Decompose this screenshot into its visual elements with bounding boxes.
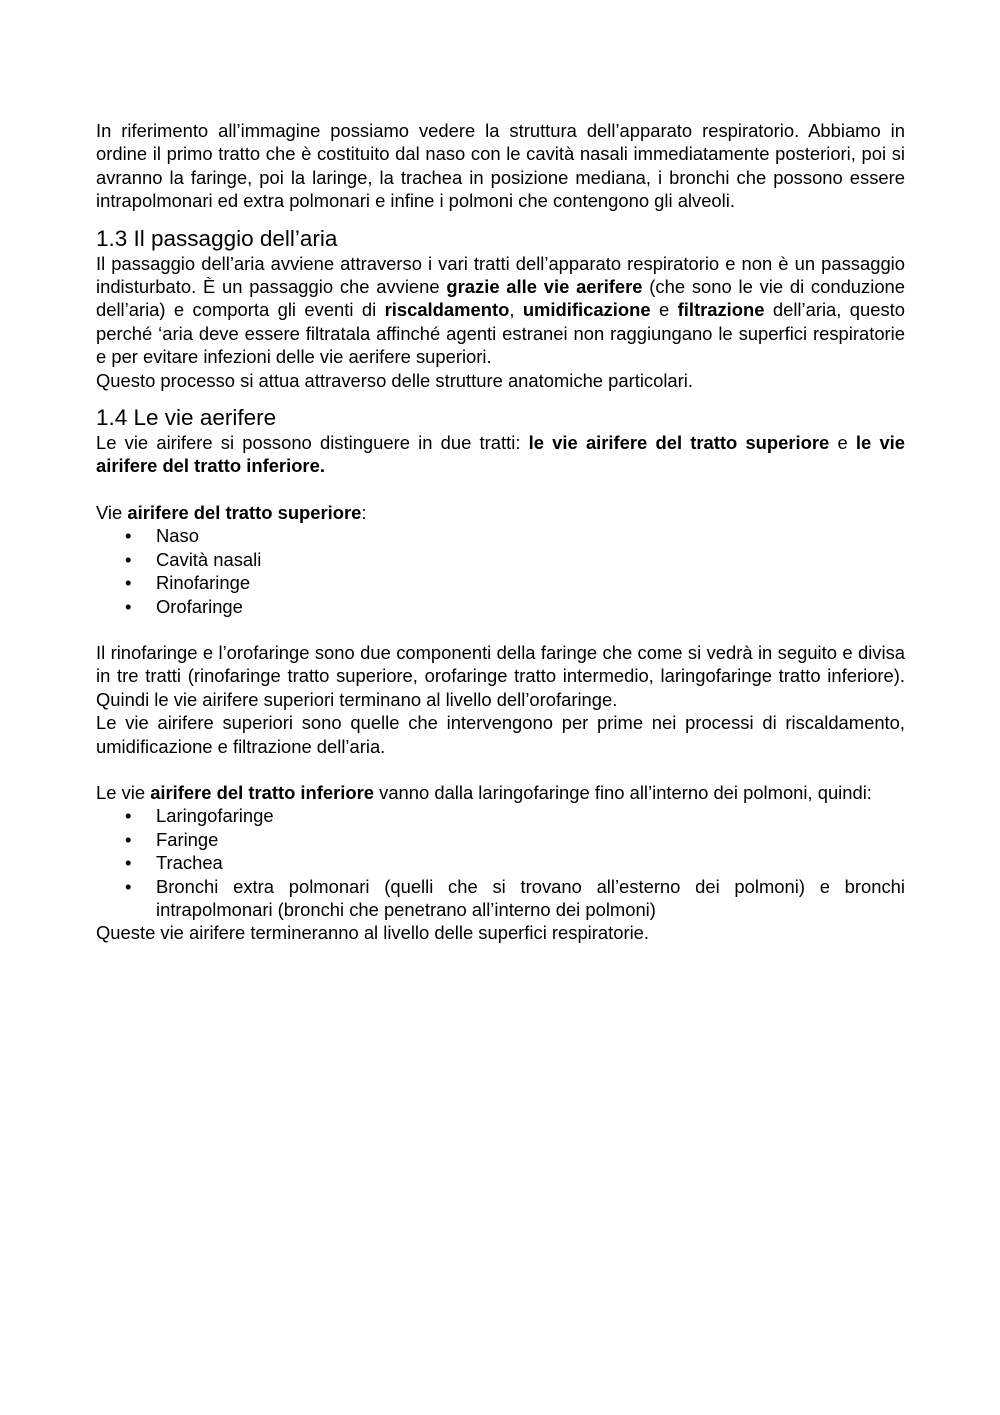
bullet-icon: • (125, 525, 132, 547)
text-run: Le vie (96, 781, 151, 803)
text-run: Il passaggio dell’aria avviene attraverso i vari tratti dell’apparato respiratorio e non è un passaggio indisturbato. È un passaggio che avviene (96, 252, 905, 298)
list-item (96, 828, 905, 851)
bullet-icon: • (125, 828, 132, 850)
bullet-icon: • (125, 875, 132, 897)
list-item-text: Cavità nasali (156, 548, 262, 570)
bold-text: le vie airifere del tratto inferiore. (96, 432, 906, 477)
document-page (96, 119, 905, 945)
bullet-icon: • (125, 805, 132, 827)
list-item-text: Naso (156, 525, 199, 547)
spacer (96, 478, 905, 501)
text-run: e (829, 432, 856, 454)
list-item (96, 524, 905, 547)
section-1-3-paragraph-2: Questo processo si attua attraverso delle strutture anatomiche particolari. (96, 369, 693, 391)
bullet-icon: • (125, 548, 132, 570)
bullet-icon: • (125, 572, 132, 594)
pharynx-paragraph: Il rinofaringe e l’orofaringe sono due componenti della faringe che come si vedrà in seguito e divisa in tre tratti (rinofaringe tratto superiore, orofaringe tratto intermedio, laringofaringe tratto inferiore). Quindi le vie airifere superiori terminano al livello dell’orofaringe. (96, 641, 905, 710)
text-run: vanno dalla laringofaringe fino all’interno dei polmoni, quindi: (374, 781, 872, 803)
spacer (96, 758, 905, 781)
upper-tract-intro (96, 501, 905, 524)
spacer (96, 392, 905, 404)
text-run: e (650, 299, 678, 321)
bold-text: airifere del tratto inferiore (150, 781, 375, 803)
bold-text: umidificazione (522, 299, 651, 321)
text-run: Vie (96, 501, 128, 523)
intro-paragraph: In riferimento all’immagine possiamo vedere la struttura dell’apparato respiratorio. Abbiamo in ordine il primo tratto che è costituito dal naso con le cavità nasali immediatamente posteriori, poi si avranno la faringe, poi la laringe, la trachea in posizione mediana, i bronchi che possono essere intrapolmonari ed extra polmonari e infine i polmoni che contengono gli alveoli. (96, 120, 905, 212)
closing-paragraph: Queste vie airifere termineranno al livello delle superfici respiratorie. (96, 922, 649, 944)
section-heading-1-4: 1.4 Le vie aerifere (96, 405, 277, 431)
section-1-4-paragraph (96, 431, 905, 478)
list-item-text: Rinofaringe (156, 572, 251, 594)
list-item (96, 548, 905, 571)
list-item-text: Laringofaringe (156, 805, 274, 827)
list-item (96, 571, 905, 594)
bold-text: riscaldamento (384, 299, 510, 321)
list-item (96, 804, 905, 827)
bullet-icon: • (125, 852, 132, 874)
list-item-text: Bronchi extra polmonari (quelli che si trovano all’esterno dei polmoni) e bronchi intrapolmonari (bronchi che penetrano all’interno dei polmoni) (156, 875, 905, 920)
text-run: (che sono le vie di conduzione dell’aria) e comporta gli eventi di (96, 276, 905, 321)
bold-text: grazie alle vie aerifere (446, 276, 643, 298)
list-item-text: Faringe (156, 828, 219, 850)
text-run: dell’aria, questo perché ‘aria deve essere filtratala affinché agenti estranei non raggiungano le superfici respiratorie e per evitare infezioni delle vie aerifere superiori. (96, 299, 905, 368)
upper-tract-function-paragraph: Le vie airifere superiori sono quelle che intervengono per prime nei processi di riscaldamento, umidificazione e filtrazione dell’aria. (96, 712, 905, 757)
list-item (96, 875, 905, 922)
list-item-text: Orofaringe (156, 595, 243, 617)
bold-text: le vie airifere del tratto superiore (528, 432, 830, 454)
upper-tract-list (96, 524, 905, 618)
lower-tract-list (96, 804, 905, 921)
list-item (96, 851, 905, 874)
bullet-icon: • (125, 595, 132, 617)
lower-tract-intro (96, 781, 905, 804)
text-run: : (361, 501, 367, 523)
spacer (96, 213, 905, 225)
text-run: Le vie airifere si possono distinguere in due tratti: (96, 432, 529, 454)
bold-text: filtrazione (677, 299, 765, 321)
section-1-3-paragraph (96, 252, 905, 369)
list-item (96, 595, 905, 618)
section-heading-1-3: 1.3 Il passaggio dell’aria (96, 225, 338, 251)
bold-text: airifere del tratto superiore (127, 501, 362, 523)
spacer (96, 618, 905, 641)
text-run: , (509, 299, 523, 321)
list-item-text: Trachea (156, 852, 223, 874)
